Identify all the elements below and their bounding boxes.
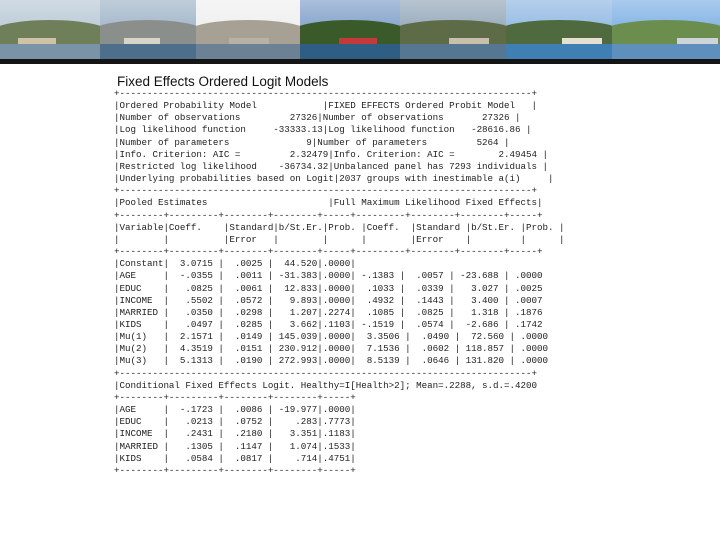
output-line: |Ordered Probability Model |FIXED EFFECTS Ordered Probit Model | (114, 100, 537, 112)
output-line: +---------------------------------------------------------------------------+ (114, 88, 537, 99)
output-line: |AGE | -.1723 | .0086 | -19.977|.0000| (114, 404, 356, 416)
output-line: |Mu(2) | 4.3519 | .0151 | 230.912|.0000| 7.1536 | .0602 | 118.857 | .0000 (114, 343, 548, 355)
output-line: |MARRIED | .1305 | .1147 | 1.074|.1533| (114, 440, 356, 452)
output-line: |Mu(3) | 5.1313 | .0190 | 272.993|.0000| 8.5139 | .0646 | 131.820 | .0000 (114, 355, 548, 367)
output-line: |Info. Criterion: AIC = 2.32479|Info. Criterion: AIC = 2.49454 | (114, 148, 548, 160)
banner-photo (400, 0, 506, 60)
output-line: |Mu(1) | 2.1571 | .0149 | 145.039|.0000| 3.3506 | .0490 | 72.560 | .0000 (114, 331, 548, 343)
output-line: |Number of parameters 9|Number of parameters 5264 | (114, 136, 510, 148)
output-line: |AGE | -.0355 | .0011 | -31.383|.0000| -.1383 | .0057 | -23.688 | .0000 (114, 270, 543, 282)
output-line: |Underlying probabilities based on Logit|2037 groups with inestimable a(i) | (114, 173, 554, 185)
banner-photo (100, 0, 196, 60)
output-line: |Number of observations 27326|Number of observations 27326 | (114, 112, 521, 124)
banner-photo (196, 0, 300, 60)
output-line: +---------------------------------------------------------------------------+ (114, 185, 537, 197)
regression-output (114, 88, 564, 477)
output-line: |INCOME | .2431 | .2180 | 3.351|.1183| (114, 428, 356, 440)
banner-photo (612, 0, 720, 60)
output-line: |INCOME | .5502 | .0572 | 9.893|.0000| .4932 | .1443 | 3.400 | .0007 (114, 294, 543, 306)
output-line: |KIDS | .0497 | .0285 | 3.662|.1103| -.1519 | .0574 | -2.686 | .1742 (114, 318, 543, 330)
header-divider (0, 59, 720, 64)
output-line: +--------+---------+--------+--------+-----+ (114, 391, 356, 403)
output-line: +--------+---------+--------+--------+-----+ (114, 464, 356, 476)
output-line: +--------+---------+--------+--------+-----+---------+--------+--------+-----+ (114, 209, 543, 221)
banner-photo (300, 0, 400, 60)
banner-photo (506, 0, 612, 60)
output-line: |EDUC | .0825 | .0061 | 12.833|.0000| .1033 | .0339 | 3.027 | .0025 (114, 282, 543, 294)
output-line: |EDUC | .0213 | .0752 | .283|.7773| (114, 416, 356, 428)
output-line: | | |Error | | | |Error | | | (114, 233, 565, 245)
photo-banner (0, 0, 720, 60)
banner-photo (0, 0, 100, 60)
output-line: +---------------------------------------------------------------------------+ (114, 367, 537, 379)
output-line: |Conditional Fixed Effects Logit. Healthy=I[Health>2]; Mean=.2288, s.d.=.4200 (114, 379, 537, 391)
output-line: |Constant| 3.0715 | .0025 | 44.520|.0000| (114, 258, 356, 270)
output-line: |Variable|Coeff. |Standard|b/St.Er.|Prob. |Coeff. |Standard |b/St.Er. |Prob. | (114, 221, 565, 233)
output-line: +--------+---------+--------+--------+-----+---------+--------+--------+-----+ (114, 246, 543, 258)
output-line: |Pooled Estimates |Full Maximum Likelihood Fixed Effects| (114, 197, 543, 209)
output-line: |MARRIED | .0350 | .0298 | 1.207|.2274| .1085 | .0825 | 1.318 | .1876 (114, 306, 543, 318)
output-line: |Restricted log likelihood -36734.32|Unbalanced panel has 7293 individuals | (114, 160, 548, 172)
output-line: |KIDS | .0584 | .0817 | .714|.4751| (114, 452, 356, 464)
slide-title: Fixed Effects Ordered Logit Models (117, 74, 329, 89)
output-line: |Log likelihood function -33333.13|Log likelihood function -28616.86 | (114, 124, 532, 136)
